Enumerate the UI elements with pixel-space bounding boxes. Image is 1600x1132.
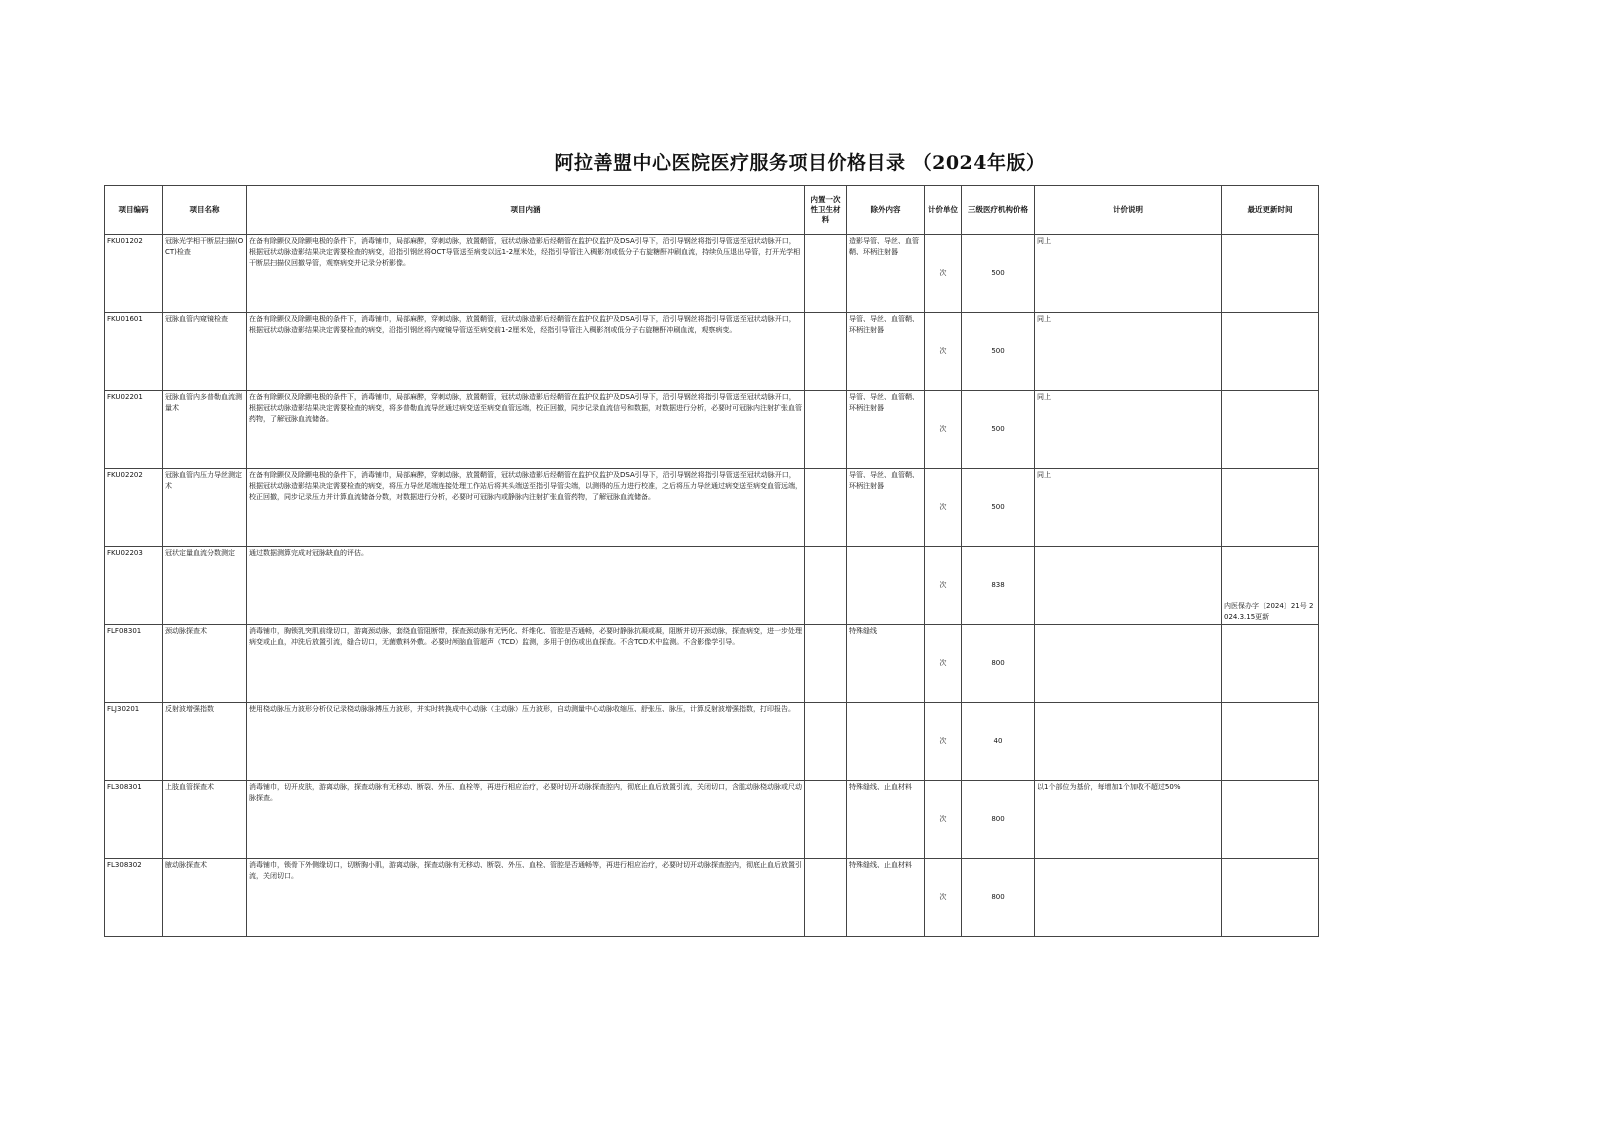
header-consumable: 内置一次性卫生材料 [805, 186, 847, 235]
cell-price: 800 [962, 625, 1035, 703]
cell-excluded: 特殊缝线、止血材料 [847, 859, 925, 937]
cell-unit: 次 [925, 313, 962, 391]
cell-updated [1222, 625, 1319, 703]
table-row [105, 235, 1319, 313]
table-row [105, 547, 1319, 625]
cell-content: 在备有除颤仪及除颤电极的条件下，消毒铺巾，局部麻醉，穿刺动脉，放置鞘管，冠状动脉造影后经鞘管在监护仪监护及DSA引导下，沿引导钢丝将指引导管送至冠状动脉开口，根据冠状动脉造影结果决定需要检查的病变，沿指引钢丝将OCT导管送至病变以远1-2厘米处，经指引导管注入稠影剂或低分子右旋糖酐冲刷血流，持续负压退出导管，打开光学相干断层扫描仪回撤导管，观察病变并记录分析影像。 [247, 235, 805, 313]
header-code: 项目编码 [105, 186, 163, 235]
cell-content: 在备有除颤仪及除颤电极的条件下，消毒铺巾，局部麻醉，穿刺动脉，放置鞘管，冠状动脉造影后经鞘管在监护仪监护及DSA引导下，沿引导钢丝将指引导管送至冠状动脉开口，根据冠状动脉造影结果决定需要检查的病变，将压力导丝尾端连接处理工作站后将其头端送至指引导管尖端，以测得的压力进行校准，之后将压力导丝通过病变送至病变血管远端，校正回撤，同步记录压力并计算血流储备分数，对数据进行分析，必要时可冠脉内或静脉内注射扩张血管药物，了解冠脉血流储备。 [247, 469, 805, 547]
header-unit: 计价单位 [925, 186, 962, 235]
cell-note: 以1个部位为基价，每增加1个加收不超过50% [1035, 781, 1222, 859]
cell-note: 同上 [1035, 469, 1222, 547]
cell-consumable [805, 625, 847, 703]
cell-price: 500 [962, 235, 1035, 313]
cell-consumable [805, 547, 847, 625]
cell-content: 在备有除颤仪及除颤电极的条件下，消毒铺巾，局部麻醉，穿刺动脉，放置鞘管，冠状动脉造影后经鞘管在监护仪监护及DSA引导下，沿引导钢丝将指引导管送至冠状动脉开口，根据冠状动脉造影结果决定需要检查的病变，沿指引钢丝将内窥镜导管送至病变前1-2厘米处，经指引导管注入稠影剂或低分子右旋糖酐冲刷血流，观察病变。 [247, 313, 805, 391]
cell-unit: 次 [925, 235, 962, 313]
cell-code: FKU01601 [105, 313, 163, 391]
cell-unit: 次 [925, 625, 962, 703]
cell-excluded: 导管、导丝、血管鞘、环柄注射器 [847, 391, 925, 469]
cell-updated [1222, 859, 1319, 937]
cell-code: FLJ30201 [105, 703, 163, 781]
cell-note [1035, 625, 1222, 703]
cell-price: 800 [962, 781, 1035, 859]
cell-note: 同上 [1035, 313, 1222, 391]
cell-note [1035, 703, 1222, 781]
cell-consumable [805, 313, 847, 391]
cell-updated: 内医保办字〔2024〕21号 2024.3.15更新 [1222, 547, 1319, 625]
cell-excluded: 特殊缝线、止血材料 [847, 781, 925, 859]
cell-content: 通过数据测算完成对冠脉缺血的评估。 [247, 547, 805, 625]
cell-name: 冠脉光学相干断层扫描(OCT)检查 [163, 235, 247, 313]
cell-name: 颈动脉探查术 [163, 625, 247, 703]
page-title: 阿拉善盟中心医院医疗服务项目价格目录 （2024年版） [554, 152, 1046, 174]
cell-code: FL308301 [105, 781, 163, 859]
header-content: 项目内涵 [247, 186, 805, 235]
cell-code: FKU02203 [105, 547, 163, 625]
cell-price: 500 [962, 469, 1035, 547]
cell-excluded [847, 703, 925, 781]
cell-excluded: 特殊缝线 [847, 625, 925, 703]
cell-updated [1222, 235, 1319, 313]
cell-code: FKU02201 [105, 391, 163, 469]
cell-excluded: 导管、导丝、血管鞘、环柄注射器 [847, 313, 925, 391]
table-header-row [105, 186, 1319, 235]
table-row [105, 313, 1319, 391]
header-note: 计价说明 [1035, 186, 1222, 235]
cell-content: 消毒铺巾，锁骨下外侧缘切口，切断胸小肌，游离动脉，探查动脉有无移动、断裂、外压、血栓、管腔是否通畅等，再进行相应治疗，必要时切开动脉探查腔内，彻底止血后放置引流，关闭切口。 [247, 859, 805, 937]
cell-note: 同上 [1035, 235, 1222, 313]
cell-code: FKU01202 [105, 235, 163, 313]
cell-name: 冠状定量血流分数测定 [163, 547, 247, 625]
cell-code: FL308302 [105, 859, 163, 937]
cell-consumable [805, 469, 847, 547]
cell-consumable [805, 703, 847, 781]
table-row [105, 859, 1319, 937]
table-row [105, 469, 1319, 547]
cell-name: 冠脉血管内压力导丝测定术 [163, 469, 247, 547]
cell-code: FLF08301 [105, 625, 163, 703]
header-name: 项目名称 [163, 186, 247, 235]
cell-name: 冠脉血管内窥镜检查 [163, 313, 247, 391]
header-price: 三级医疗机构价格 [962, 186, 1035, 235]
table-row [105, 781, 1319, 859]
table-row [105, 703, 1319, 781]
table-row [105, 391, 1319, 469]
cell-unit: 次 [925, 469, 962, 547]
cell-excluded: 导管、导丝、血管鞘、环柄注射器 [847, 469, 925, 547]
cell-unit: 次 [925, 391, 962, 469]
cell-consumable [805, 859, 847, 937]
price-table [104, 185, 1319, 937]
cell-excluded: 造影导管、导丝、血管鞘、环柄注射器 [847, 235, 925, 313]
cell-price: 500 [962, 391, 1035, 469]
cell-content: 消毒铺巾，胸锁乳突肌前缘切口，游离颈动脉，套绕血管阻断带，探查颈动脉有无钙化、纤维化、管腔是否通畅，必要时静脉抗凝或凝，阻断并切开颈动脉，探查病变，进一步处理病变或止血，冲洗后放置引流，缝合切口，无菌敷料外敷。必要时颅脑血管超声（TCD）监测，多用于创伤或出血探查。不含TCD术中监测。不含影像学引导。 [247, 625, 805, 703]
cell-name: 反射波增强指数 [163, 703, 247, 781]
cell-note: 同上 [1035, 391, 1222, 469]
cell-content: 在备有除颤仪及除颤电极的条件下，消毒铺巾，局部麻醉，穿刺动脉，放置鞘管，冠状动脉造影后经鞘管在监护仪监护及DSA引导下，沿引导钢丝将指引导管送至冠状动脉开口，根据冠状动脉造影结果决定需要检查的病变，将多普勒血流导丝通过病变送至病变血管远端，校正回撤，同步记录血流信号和数据，对数据进行分析，必要时可冠脉内注射扩张血管药物，了解冠脉血流储备。 [247, 391, 805, 469]
cell-name: 冠脉血管内多普勒血流测量术 [163, 391, 247, 469]
cell-code: FKU02202 [105, 469, 163, 547]
cell-content: 使用桡动脉压力波形分析仪记录桡动脉脉搏压力波形，并实时转换成中心动脉（主动脉）压力波形，自动测量中心动脉收缩压、舒张压、脉压，计算反射波增强指数，打印报告。 [247, 703, 805, 781]
cell-content: 消毒铺巾，切开皮肤，游离动脉，探查动脉有无移动、断裂、外压、血栓等，再进行相应治疗，必要时切开动脉探查腔内，彻底止血后放置引流，关闭切口，含肱动脉桡动脉或尺动脉探查。 [247, 781, 805, 859]
cell-unit: 次 [925, 781, 962, 859]
cell-name: 上肢血管探查术 [163, 781, 247, 859]
header-excluded: 除外内容 [847, 186, 925, 235]
cell-price: 838 [962, 547, 1035, 625]
cell-updated [1222, 313, 1319, 391]
cell-unit: 次 [925, 547, 962, 625]
cell-consumable [805, 391, 847, 469]
cell-price: 40 [962, 703, 1035, 781]
cell-consumable [805, 235, 847, 313]
cell-price: 500 [962, 313, 1035, 391]
table-row [105, 625, 1319, 703]
cell-updated [1222, 469, 1319, 547]
cell-unit: 次 [925, 859, 962, 937]
cell-excluded [847, 547, 925, 625]
cell-note [1035, 859, 1222, 937]
cell-unit: 次 [925, 703, 962, 781]
cell-note [1035, 547, 1222, 625]
cell-updated [1222, 781, 1319, 859]
cell-consumable [805, 781, 847, 859]
header-updated: 最近更新时间 [1222, 186, 1319, 235]
cell-updated [1222, 703, 1319, 781]
cell-updated [1222, 391, 1319, 469]
cell-name: 腋动脉探查术 [163, 859, 247, 937]
cell-price: 800 [962, 859, 1035, 937]
